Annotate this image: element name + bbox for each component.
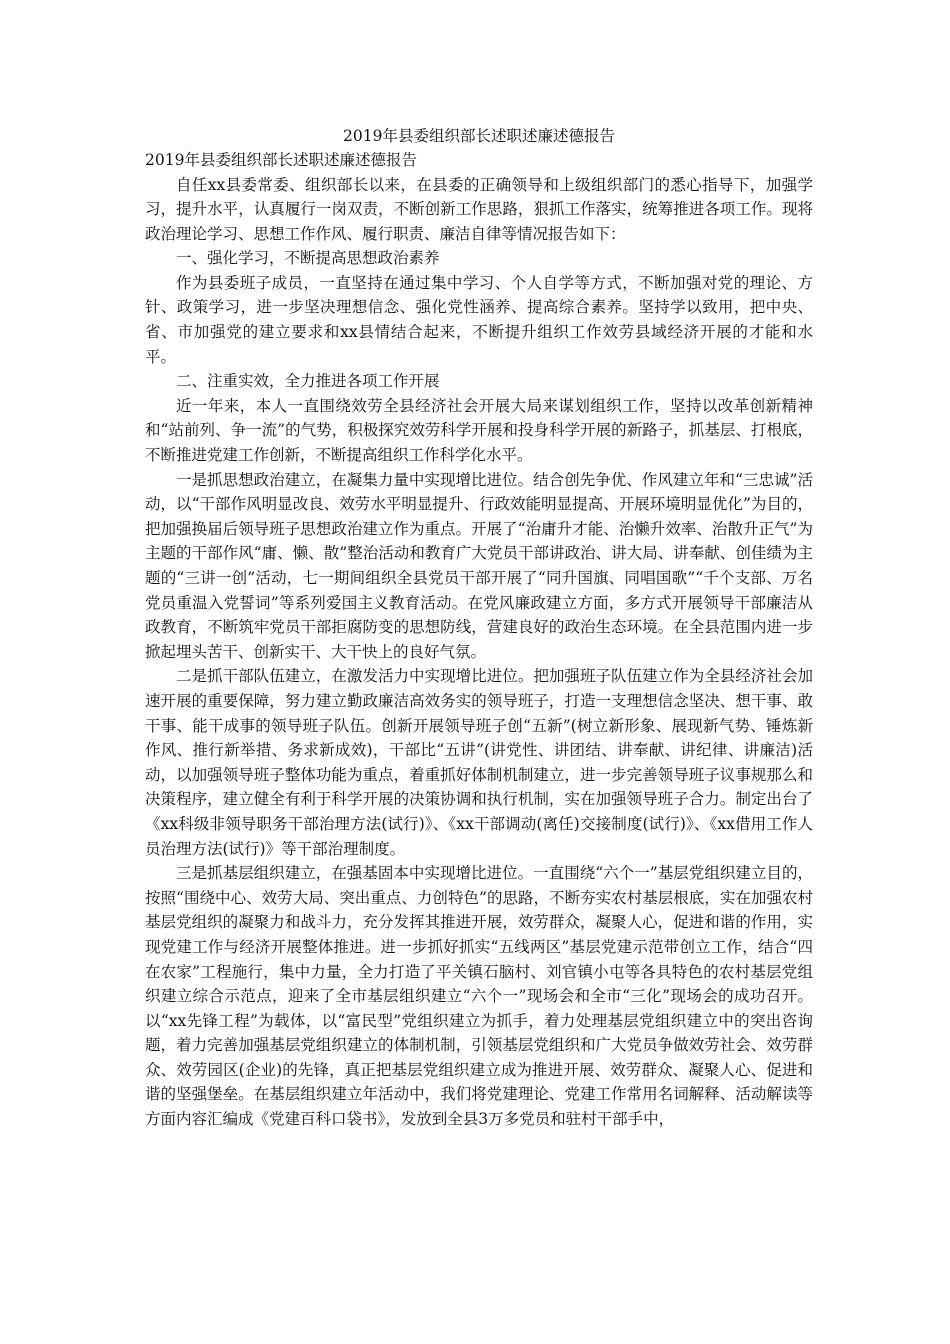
section-heading-2: 二、注重实效，全力推进各项工作开展 xyxy=(176,372,440,391)
document-page xyxy=(145,124,813,1132)
section-1-paragraph: 作为县委班子成员，一直坚持在通过集中学习、个人自学等方式，不断加强对党的理论、方针、政策学习，进一步坚决理想信念、强化党性涵养、提高综合素养。坚持学以致用，把中央、省、市加强党的建立要求和xx县情结合起来，不断提升组织工作效劳县域经济开展的才能和水平。 xyxy=(145,273,813,366)
point-1-paragraph: 一是抓思想政治建立，在凝集力量中实现增比进位。结合创先争优、作风建立年和“三忠诚”活动，以“干部作风明显改良、效劳水平明显提升、行政效能明显提高、开展环境明显优化”为目的，把加强换届后领导班子思想政治建立作为重点。开展了“治庸升才能、治懒升效率、治散升正气”为主题的干部作风“庸、懒、散”整治活动和教育广大党员干部讲政治、讲大局、讲奉献、创佳绩为主题的“三讲一创”活动，七一期间组织全县党员干部开展了“同升国旗、同唱国歌”“千个支部、万名党员重温入党誓词”等系列爱国主义教育活动。在党风廉政建立方面，多方式开展领导干部廉洁从政教育，不断筑牢党员干部拒腐防变的思想防线，营建良好的政治生态环境。在全县范围内进一步掀起埋头苦干、创新实干、大干快上的良好气氛。 xyxy=(145,470,813,661)
point-3-paragraph: 三是抓基层组织建立，在强基固本中实现增比进位。一直围绕“六个一”基层党组织建立目的，按照“围绕中心、效劳大局、突出重点、力创特色”的思路，不断夯实农村基层根底，实在加强农村基层党组织的凝聚力和战斗力，充分发挥其推进开展，效劳群众，凝聚人心，促进和谐的作用，实现党建工作与经济开展整体推进。进一步抓好抓实“五线两区”基层党建示范带创立工作，结合“四在农家”工程施行，集中力量，全力打造了平关镇石脑村、刘官镇小屯等各具特色的农村基层党组织建立综合示范点，迎来了全市基层组织建立“六个一”现场会和全市“三化”现场会的成功召开。以“xx先锋工程”为载体，以“富民型”党组织建立为抓手，着力处理基层党组织建立中的突出咨询题，着力完善加强基层党组织建立的体制机制，引领基层党组织和广大党员争做效劳社会、效劳群众、效劳园区(企业)的先锋，真正把基层党组织建立成为推进开展、效劳群众、凝聚人心、促进和谐的坚强堡垒。在基层组织建立年活动中，我们将党建理论、党建工作常用名词解释、活动解读等方面内容汇编成《党建百科口袋书》，发放到全县3万多党员和驻村干部手中， xyxy=(145,864,813,1129)
document-title: 2019年县委组织部长述职述廉述德报告 xyxy=(343,127,615,145)
section-heading-1: 一、强化学习，不断提高思想政治素养 xyxy=(176,249,440,268)
document-subtitle: 2019年县委组织部长述职述廉述德报告 xyxy=(145,151,417,169)
intro-paragraph: 自任xx县委常委、组织部长以来，在县委的正确领导和上级组织部门的悉心指导下，加强学习，提升水平，认真履行一岗双责，不断创新工作思路，狠抓工作落实，统筹推进各项工作。现将政治理论学习、思想工作作风、履行职责、廉洁自律等情况报告如下： xyxy=(145,175,813,243)
section-2-paragraph: 近一年来，本人一直围绕效劳全县经济社会开展大局来谋划组织工作，坚持以改革创新精神和“站前列、争一流”的气势，积极探究效劳科学开展和投身科学开展的新路子，抓基层、打根底，不断推进党建工作创新，不断提高组织工作科学化水平。 xyxy=(145,396,813,465)
point-2-paragraph: 二是抓干部队伍建立，在激发活力中实现增比进位。把加强班子队伍建立作为全县经济社会加速开展的重要保障，努力建立勤政廉洁高效务实的领导班子，打造一支理想信念坚决、想干事、敢干事、能干成事的领导班子队伍。创新开展领导班子创“五新”(树立新形象、展现新气势、锤炼新作风、推行新举措、务求新成效)，干部比“五讲”(讲党性、讲团结、讲奉献、讲纪律、讲廉洁)活动，以加强领导班子整体功能为重点，着重抓好体制机制建立，进一步完善领导班子议事规那么和决策程序，建立健全有利于科学开展的决策协调和执行机制，实在加强领导班子合力。制定出台了《xx科级非领导职务干部治理方法(试行)》、《xx干部调动(离任)交接制度(试行)》、《xx借用工作人员治理方法(试行)》等干部治理制度。 xyxy=(145,667,813,858)
